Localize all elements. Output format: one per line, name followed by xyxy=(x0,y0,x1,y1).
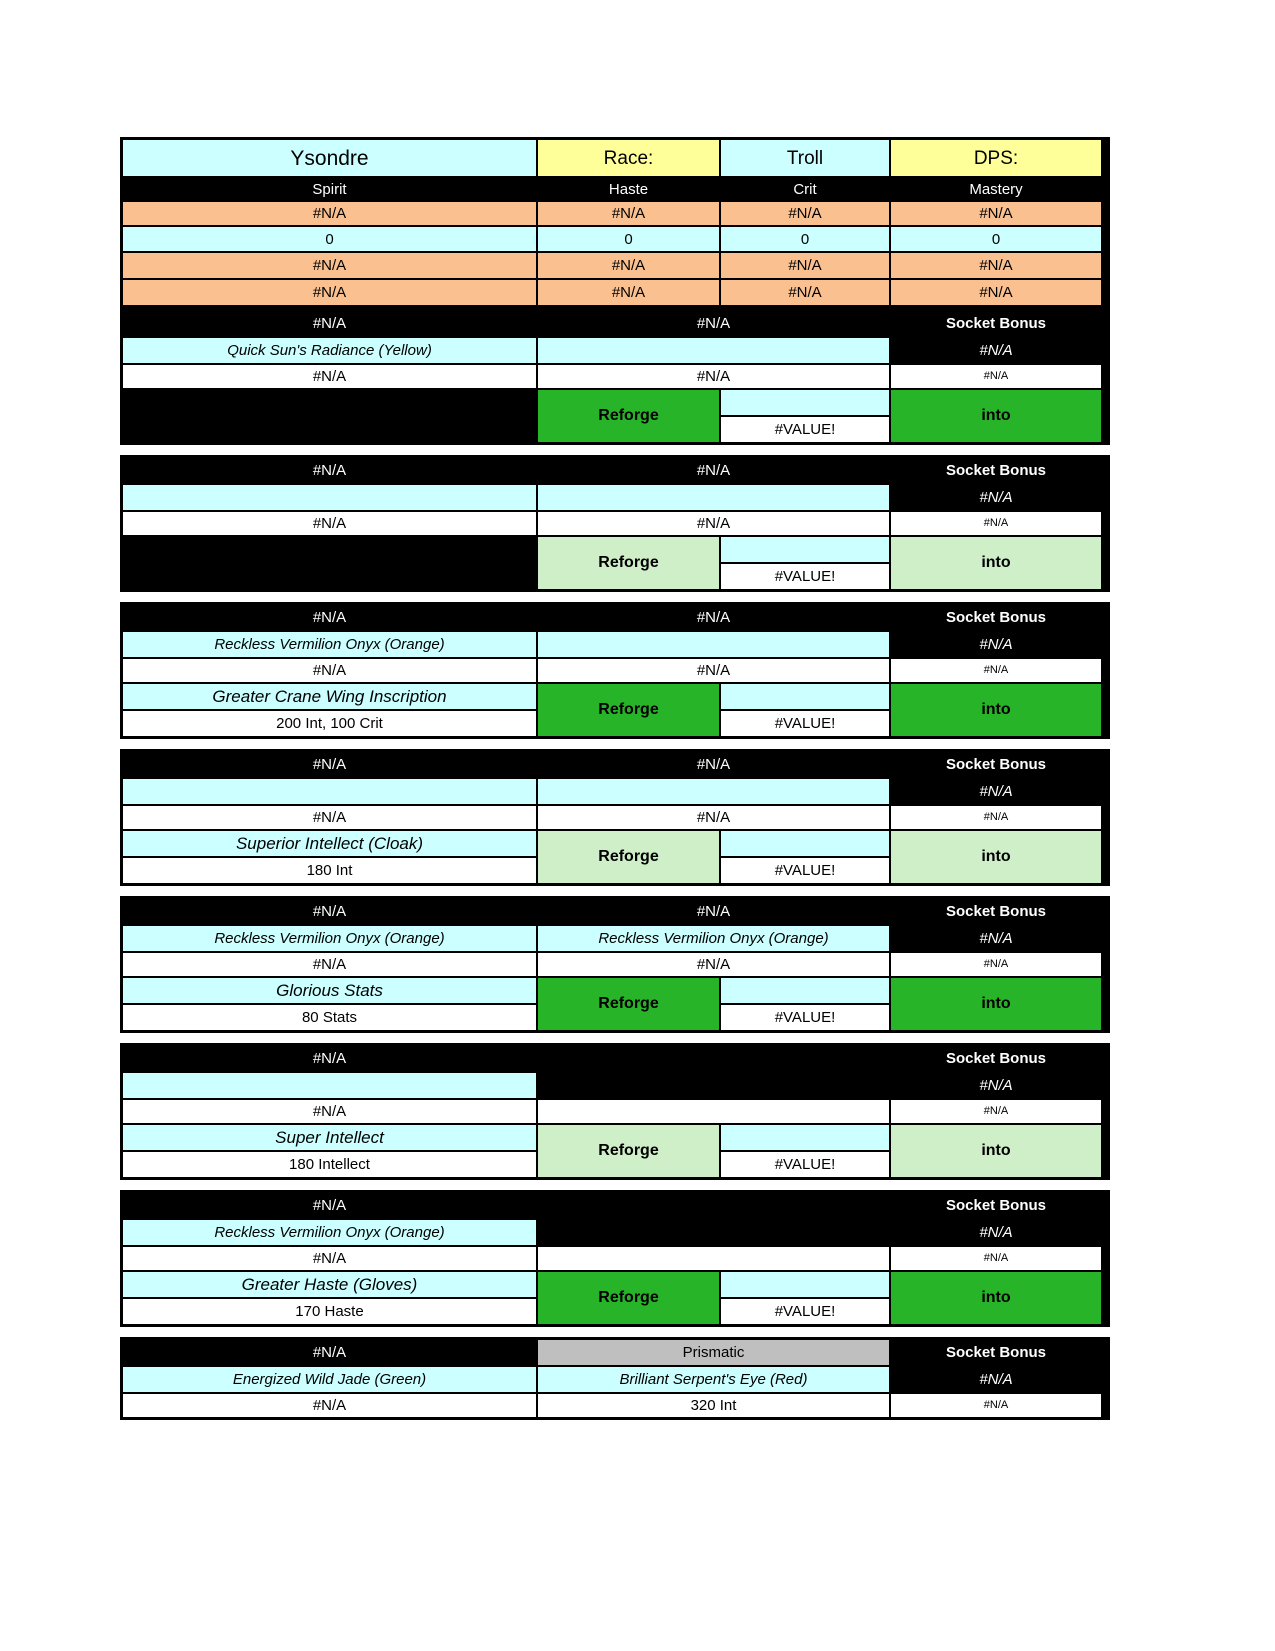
stat-row1-haste[interactable]: #N/A xyxy=(538,202,719,225)
item8-name-cell[interactable]: #N/A xyxy=(123,1340,536,1365)
item7-reforge-from-cell[interactable] xyxy=(721,1272,889,1297)
item4-enchant-header-cell[interactable]: #N/A xyxy=(538,752,889,777)
item5-into-button[interactable]: into xyxy=(891,978,1101,1030)
item7-name-cell[interactable]: #N/A xyxy=(123,1193,536,1218)
item2-socket-bonus-value: #N/A xyxy=(891,485,1101,510)
item6-enchant-name-cell[interactable]: Super Intellect xyxy=(123,1125,536,1150)
summary-table xyxy=(120,137,1110,308)
stat-header-mastery: Mastery xyxy=(891,178,1101,200)
item2-gem2-cell[interactable] xyxy=(538,485,889,510)
item4-enchant-stats-cell[interactable]: 180 Int xyxy=(123,858,536,883)
dps-label-cell[interactable]: DPS: xyxy=(891,140,1101,176)
item3-gem2-cell[interactable] xyxy=(538,632,889,657)
item5-gem1-cell[interactable]: Reckless Vermilion Onyx (Orange) xyxy=(123,926,536,951)
item4-socket-bonus-header: Socket Bonus xyxy=(891,752,1101,777)
item6-socket-bonus-stats: #N/A xyxy=(891,1100,1101,1123)
item7-socket-bonus-stats: #N/A xyxy=(891,1247,1101,1270)
item4-into-button[interactable]: into xyxy=(891,831,1101,883)
item7-reforge-value-cell[interactable]: #VALUE! xyxy=(721,1299,889,1324)
item2-gem1-cell[interactable] xyxy=(123,485,536,510)
item1-reforge-button[interactable]: Reforge xyxy=(538,390,719,442)
stat-header-crit: Crit xyxy=(721,178,889,200)
item7-gem2-stats-cell[interactable] xyxy=(538,1247,889,1270)
item5-socket-bonus-header: Socket Bonus xyxy=(891,899,1101,924)
stat-row3-haste[interactable]: #N/A xyxy=(538,253,719,278)
item5-reforge-button[interactable]: Reforge xyxy=(538,978,719,1030)
item1-gem1-cell[interactable]: Quick Sun's Radiance (Yellow) xyxy=(123,338,536,363)
item8-socket-bonus-header: Socket Bonus xyxy=(891,1340,1101,1365)
item5-enchant-header-cell[interactable]: #N/A xyxy=(538,899,889,924)
item5-reforge-from-cell[interactable] xyxy=(721,978,889,1003)
stat-row1-mastery[interactable]: #N/A xyxy=(891,202,1101,225)
stat-row2-spirit[interactable]: 0 xyxy=(123,227,536,251)
stat-row3-crit[interactable]: #N/A xyxy=(721,253,889,278)
item4-gem2-cell[interactable] xyxy=(538,779,889,804)
item6-gem1-cell[interactable] xyxy=(123,1073,536,1098)
reforge-spreadsheet xyxy=(120,137,1110,1430)
item1-socket-bonus-value: #N/A xyxy=(891,338,1101,363)
item5-enchant-stats-cell[interactable]: 80 Stats xyxy=(123,1005,536,1030)
stat-row4-crit[interactable]: #N/A xyxy=(721,280,889,305)
stat-row1-crit[interactable]: #N/A xyxy=(721,202,889,225)
item5-name-cell[interactable]: #N/A xyxy=(123,899,536,924)
item4-reforge-value-cell[interactable]: #VALUE! xyxy=(721,858,889,883)
item8-gem1-stats-cell[interactable]: #N/A xyxy=(123,1394,536,1417)
item2-name-cell[interactable]: #N/A xyxy=(123,458,536,483)
item4-gem2-stats-cell[interactable]: #N/A xyxy=(538,806,889,829)
item2-reforge-from-cell[interactable] xyxy=(721,537,889,562)
item6-enchant-header-cell[interactable] xyxy=(538,1046,889,1071)
item8-gem1-cell[interactable]: Energized Wild Jade (Green) xyxy=(123,1367,536,1392)
item3-gem1-stats-cell[interactable]: #N/A xyxy=(123,659,536,682)
item6-into-button[interactable]: into xyxy=(891,1125,1101,1177)
item6-reforge-value-cell[interactable]: #VALUE! xyxy=(721,1152,889,1177)
item-block-1 xyxy=(120,308,1110,445)
item1-gem2-stats-cell[interactable]: #N/A xyxy=(538,365,889,388)
item3-name-cell[interactable]: #N/A xyxy=(123,605,536,630)
item2-enchant-filler-cell xyxy=(123,537,536,589)
stat-row1-spirit[interactable]: #N/A xyxy=(123,202,536,225)
item7-gem1-stats-cell[interactable]: #N/A xyxy=(123,1247,536,1270)
item1-name-cell[interactable]: #N/A xyxy=(123,311,536,336)
item2-gem2-stats-cell[interactable]: #N/A xyxy=(538,512,889,535)
stat-row2-haste[interactable]: 0 xyxy=(538,227,719,251)
item7-gem2-cell xyxy=(538,1220,889,1245)
item2-socket-bonus-stats: #N/A xyxy=(891,512,1101,535)
item6-gem2-stats-cell[interactable] xyxy=(538,1100,889,1123)
item-block-3 xyxy=(120,602,1110,739)
item-block-4 xyxy=(120,749,1110,886)
item3-reforge-value-cell[interactable]: #VALUE! xyxy=(721,711,889,736)
item6-socket-bonus-header: Socket Bonus xyxy=(891,1046,1101,1071)
item7-enchant-header-cell[interactable] xyxy=(538,1193,889,1218)
item3-socket-bonus-stats: #N/A xyxy=(891,659,1101,682)
item5-socket-bonus-value: #N/A xyxy=(891,926,1101,951)
stat-row4-spirit[interactable]: #N/A xyxy=(123,280,536,305)
item8-socket-bonus-value: #N/A xyxy=(891,1367,1101,1392)
item6-name-cell[interactable]: #N/A xyxy=(123,1046,536,1071)
item6-reforge-button[interactable]: Reforge xyxy=(538,1125,719,1177)
item8-socket-bonus-stats: #N/A xyxy=(891,1394,1101,1417)
item3-into-button[interactable]: into xyxy=(891,684,1101,736)
item-block-7 xyxy=(120,1190,1110,1327)
item2-enchant-header-cell[interactable]: #N/A xyxy=(538,458,889,483)
item1-reforge-value-cell[interactable]: #VALUE! xyxy=(721,417,889,442)
item-block-5 xyxy=(120,896,1110,1033)
item4-enchant-name-cell[interactable]: Superior Intellect (Cloak) xyxy=(123,831,536,856)
item4-reforge-from-cell[interactable] xyxy=(721,831,889,856)
item6-socket-bonus-value: #N/A xyxy=(891,1073,1101,1098)
item6-gem2-cell xyxy=(538,1073,889,1098)
item2-into-button[interactable]: into xyxy=(891,537,1101,589)
item-block-8 xyxy=(120,1337,1110,1420)
stat-row2-mastery[interactable]: 0 xyxy=(891,227,1101,251)
item1-gem1-stats-cell[interactable]: #N/A xyxy=(123,365,536,388)
item6-gem1-stats-cell[interactable]: #N/A xyxy=(123,1100,536,1123)
item4-gem1-stats-cell[interactable]: #N/A xyxy=(123,806,536,829)
item4-socket-bonus-value: #N/A xyxy=(891,779,1101,804)
item-block-2 xyxy=(120,455,1110,592)
character-name-cell[interactable]: Ysondre xyxy=(123,140,536,176)
item2-reforge-value-cell[interactable]: #VALUE! xyxy=(721,564,889,589)
item1-into-button[interactable]: into xyxy=(891,390,1101,442)
stat-row3-spirit[interactable]: #N/A xyxy=(123,253,536,278)
item-block-6 xyxy=(120,1043,1110,1180)
item2-reforge-button[interactable]: Reforge xyxy=(538,537,719,589)
item4-socket-bonus-stats: #N/A xyxy=(891,806,1101,829)
item8-prismatic-header-cell[interactable]: Prismatic xyxy=(538,1340,889,1365)
item7-enchant-stats-cell[interactable]: 170 Haste xyxy=(123,1299,536,1324)
item7-reforge-button[interactable]: Reforge xyxy=(538,1272,719,1324)
race-label-cell[interactable]: Race: xyxy=(538,140,719,176)
item3-enchant-header-cell[interactable]: #N/A xyxy=(538,605,889,630)
item2-socket-bonus-header: Socket Bonus xyxy=(891,458,1101,483)
item1-enchant-header-cell[interactable]: #N/A xyxy=(538,311,889,336)
stat-row4-mastery[interactable]: #N/A xyxy=(891,280,1101,305)
stat-row2-crit[interactable]: 0 xyxy=(721,227,889,251)
item7-socket-bonus-header: Socket Bonus xyxy=(891,1193,1101,1218)
item4-gem1-cell[interactable] xyxy=(123,779,536,804)
item3-enchant-stats-cell[interactable]: 200 Int, 100 Crit xyxy=(123,711,536,736)
item2-gem1-stats-cell[interactable]: #N/A xyxy=(123,512,536,535)
stat-header-spirit: Spirit xyxy=(123,178,536,200)
item4-reforge-button[interactable]: Reforge xyxy=(538,831,719,883)
item5-gem1-stats-cell[interactable]: #N/A xyxy=(123,953,536,976)
item3-gem1-cell[interactable]: Reckless Vermilion Onyx (Orange) xyxy=(123,632,536,657)
item4-name-cell[interactable]: #N/A xyxy=(123,752,536,777)
item5-socket-bonus-stats: #N/A xyxy=(891,953,1101,976)
item5-reforge-value-cell[interactable]: #VALUE! xyxy=(721,1005,889,1030)
item1-socket-bonus-stats: #N/A xyxy=(891,365,1101,388)
item3-reforge-from-cell[interactable] xyxy=(721,684,889,709)
item7-gem1-cell[interactable]: Reckless Vermilion Onyx (Orange) xyxy=(123,1220,536,1245)
item3-reforge-button[interactable]: Reforge xyxy=(538,684,719,736)
item5-gem2-cell[interactable]: Reckless Vermilion Onyx (Orange) xyxy=(538,926,889,951)
item3-enchant-name-cell[interactable]: Greater Crane Wing Inscription xyxy=(123,684,536,709)
item5-enchant-name-cell[interactable]: Glorious Stats xyxy=(123,978,536,1003)
stat-row3-mastery[interactable]: #N/A xyxy=(891,253,1101,278)
item7-socket-bonus-value: #N/A xyxy=(891,1220,1101,1245)
item1-gem2-cell[interactable] xyxy=(538,338,889,363)
item3-socket-bonus-header: Socket Bonus xyxy=(891,605,1101,630)
item1-enchant-filler-cell xyxy=(123,390,536,442)
item7-enchant-name-cell[interactable]: Greater Haste (Gloves) xyxy=(123,1272,536,1297)
item1-reforge-from-cell[interactable] xyxy=(721,390,889,415)
item5-gem2-stats-cell[interactable]: #N/A xyxy=(538,953,889,976)
item8-gem2-cell[interactable]: Brilliant Serpent's Eye (Red) xyxy=(538,1367,889,1392)
race-value-cell[interactable]: Troll xyxy=(721,140,889,176)
item6-enchant-stats-cell[interactable]: 180 Intellect xyxy=(123,1152,536,1177)
stat-header-haste: Haste xyxy=(538,178,719,200)
item1-socket-bonus-header: Socket Bonus xyxy=(891,311,1101,336)
item3-socket-bonus-value: #N/A xyxy=(891,632,1101,657)
item6-reforge-from-cell[interactable] xyxy=(721,1125,889,1150)
item8-gem2-stats-cell[interactable]: 320 Int xyxy=(538,1394,889,1417)
item7-into-button[interactable]: into xyxy=(891,1272,1101,1324)
stat-row4-haste[interactable]: #N/A xyxy=(538,280,719,305)
item3-gem2-stats-cell[interactable]: #N/A xyxy=(538,659,889,682)
